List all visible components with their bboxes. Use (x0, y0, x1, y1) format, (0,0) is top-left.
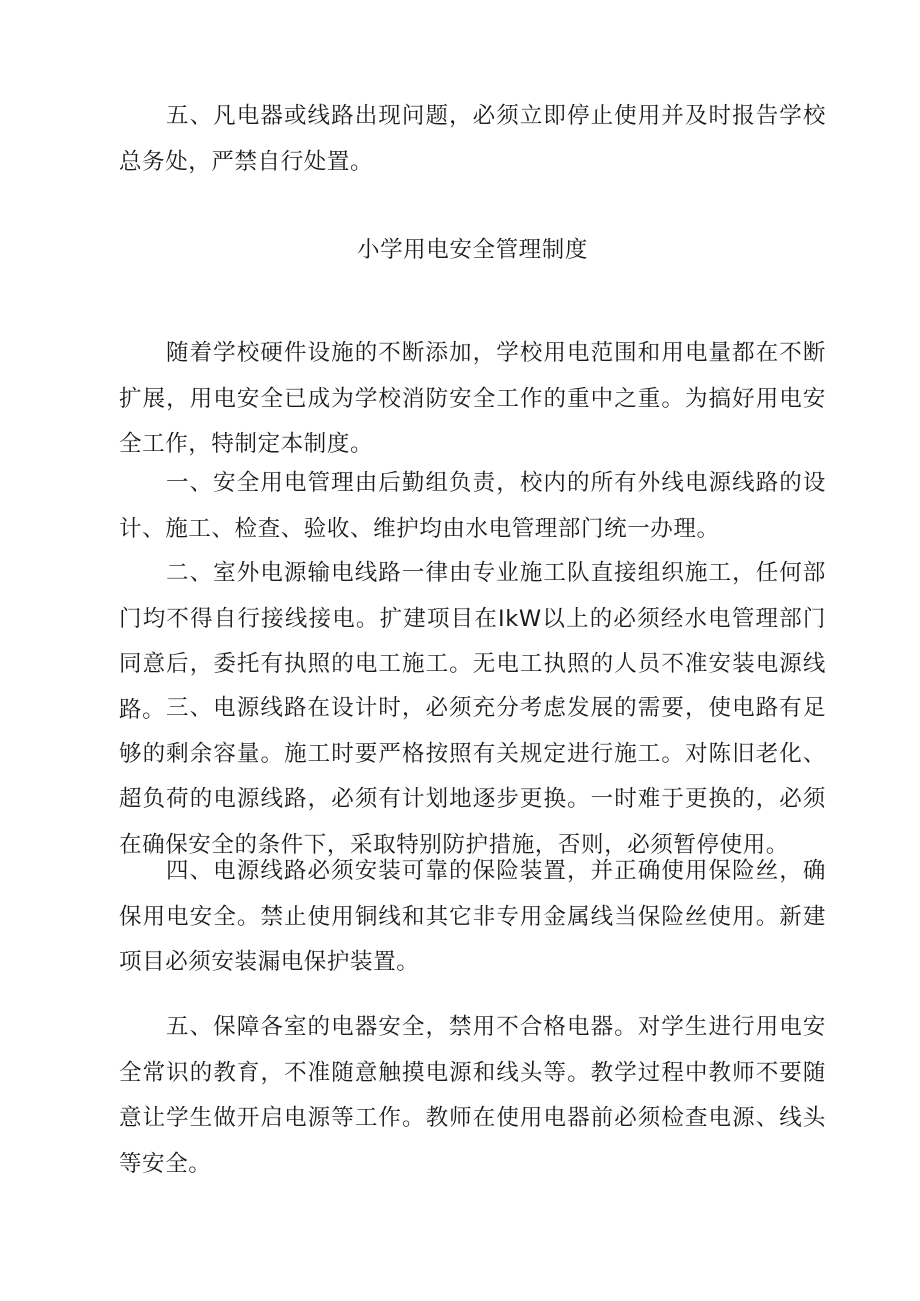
rule-item-2: 二、室外电源输电线路一律由专业施工队直接组织施工，任何部门均不得自行接线接电。扩建项目在IkW以上的必须经水电管理部门同意后，委托有执照的电工施工。无电工执照的人员不准安装电源线路。 (119, 560, 826, 723)
intro-item-paragraph: 五、凡电器或线路出现问题，必须立即停止使用并及时报告学校总务处，严禁自行处置。 (119, 103, 826, 175)
preamble-paragraph: 随着学校硬件设施的不断添加，学校用电范围和用电量都在不断扩展，用电安全已成为学校消防安全工作的重中之重。为搞好用电安全工作，特制定本制度。 (119, 340, 826, 457)
rule-item-5: 五、保障各室的电器安全，禁用不合格电器。对学生进行用电安全常识的教育，不准随意触摸电源和线头等。教学过程中教师不要随意让学生做开启电源等工作。教师在使用电器前必须检查电源、线头等安全。 (119, 1014, 826, 1177)
document-title: 小学用电安全管理制度 (356, 237, 588, 263)
rule-item-1: 一、安全用电管理由后勤组负责，校内的所有外线电源线路的设计、施工、检查、验收、维护均由水电管理部门统一办理。 (119, 470, 826, 542)
rule-item-4: 四、电源线路必须安装可靠的保险装置，并正确使用保险丝，确保用电安全。禁止使用铜线和其它非专用金属线当保险丝使用。新建项目必须安装漏电保护装置。 (119, 858, 826, 975)
rule-item-3: 三、电源线路在设计时，必须充分考虑发展的需要，使电路有足够的剩余容量。施工时要严格按照有关规定进行施工。对陈旧老化、超负荷的电源线路，必须有计划地逐步更换。一时难于更换的，必须在确保安全的条件下，采取特别防护措施，否则，必须暂停使用。 (119, 695, 826, 858)
